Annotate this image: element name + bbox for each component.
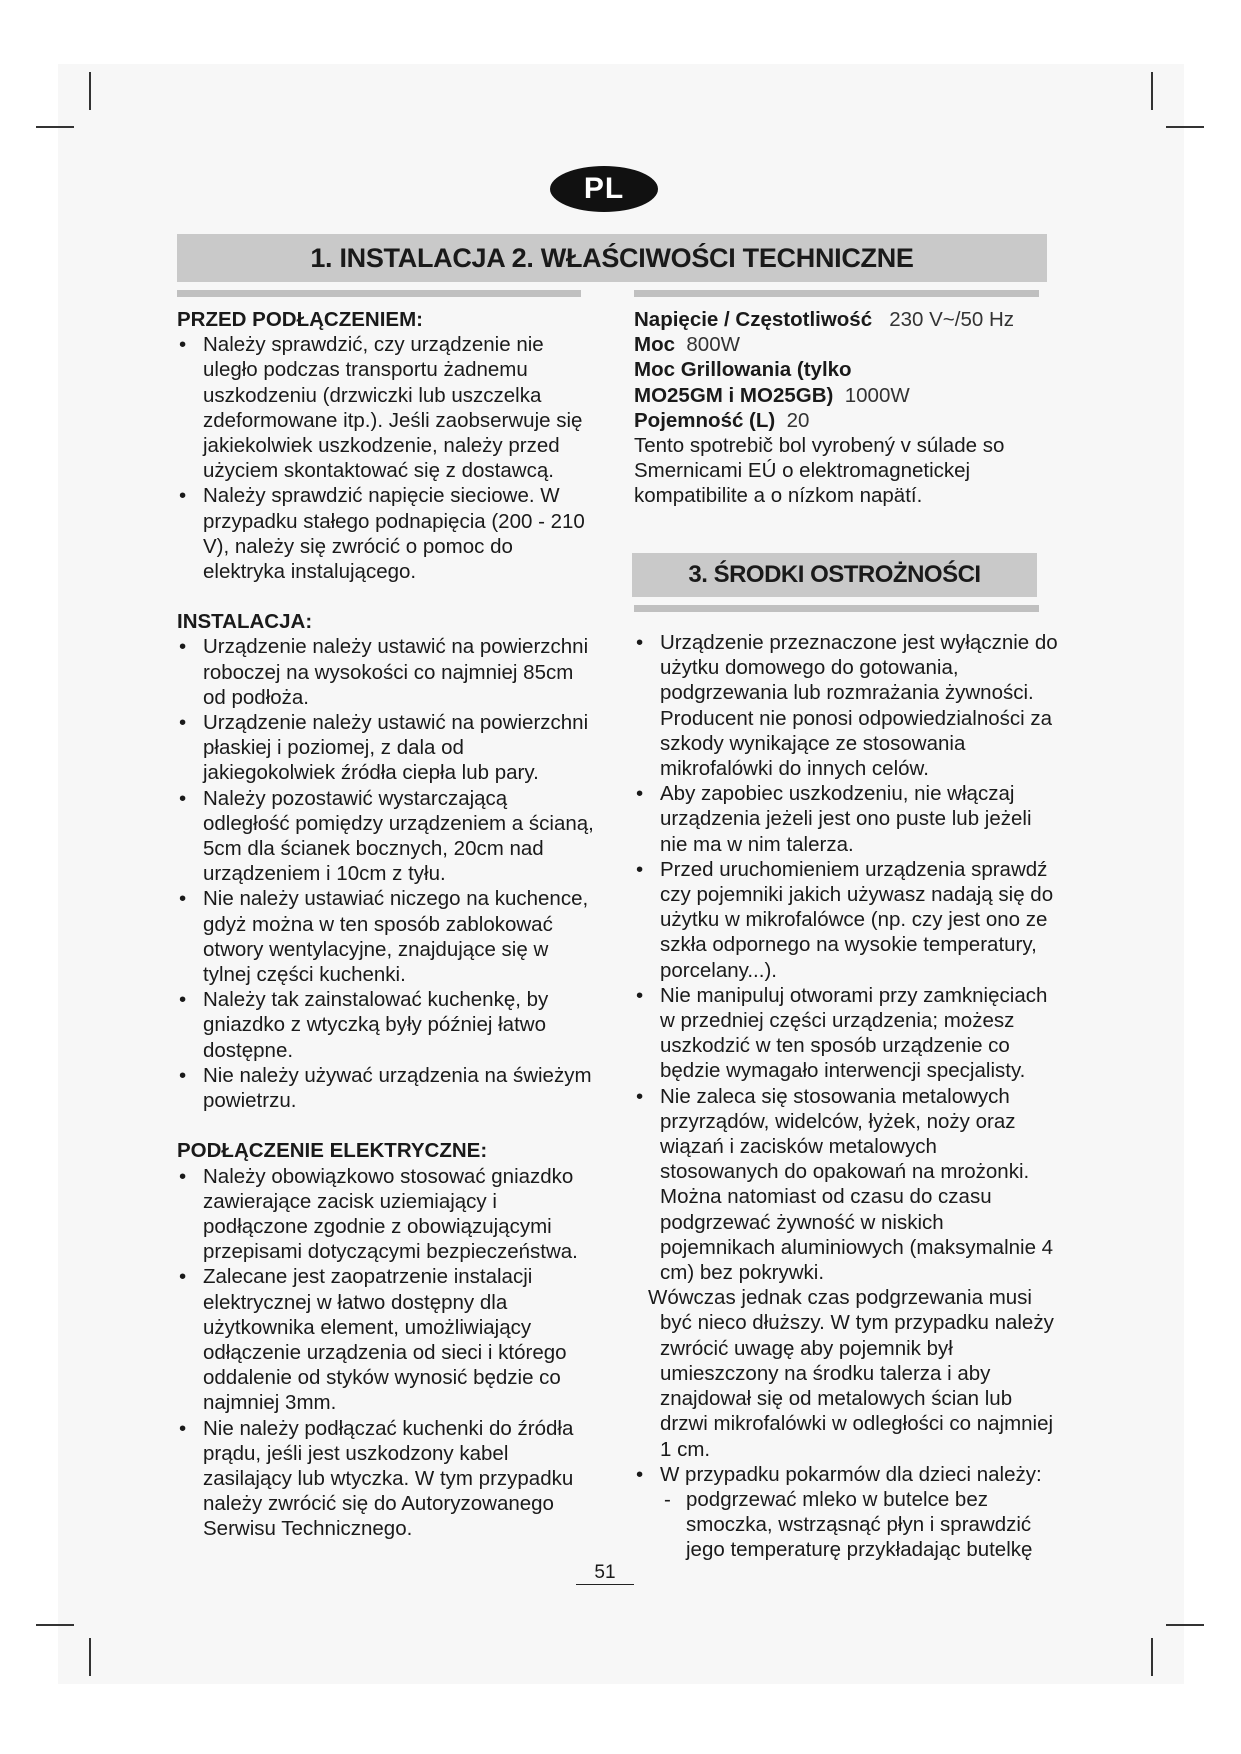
compliance-statement: Tento spotrebič bol vyrobený v súlade so Smernicami EÚ o elektromagnetickej kompatibilite a o nízkom napätí. [634, 434, 1005, 508]
spec-label: Pojemność (L) [634, 408, 776, 432]
spec-capacity [634, 408, 1059, 433]
language-code: PL [583, 172, 625, 205]
installation-heading: INSTALACJA: [177, 610, 313, 634]
safety-title-banner [632, 553, 1037, 597]
divider-rule [634, 605, 1039, 612]
crop-mark [36, 126, 74, 128]
list-item: • Należy tak zainstalować kuchenkę, by gniazdko z wtyczką były później łatwo dostępne. [177, 987, 597, 1063]
spec-label: MO25GM i MO25GB) [634, 383, 834, 407]
right-column [634, 307, 1059, 509]
divider-rule [177, 290, 581, 297]
crop-mark [1166, 126, 1204, 128]
list-item: • Nie należy używać urządzenia na świeżym powietrzu. [177, 1063, 597, 1113]
safety-note: Wówczas jednak czas podgrzewania musi być nieco dłuższy. W tym przypadku należy zwrócić uwagę aby pojemnik był umieszczony na środku talerza i aby znajdował się od metalowych ścian lub drzwi mikrofalówki w odległości co najmniej 1 cm. [648, 1286, 1054, 1461]
spec-value: 800W [686, 333, 740, 357]
spec-voltage [634, 307, 1059, 332]
electrical-connection-heading: PODŁĄCZENIE ELEKTRYCZNE: [177, 1139, 488, 1163]
list-item: • Aby zapobiec uszkodzeniu, nie włączaj urządzenia jeżeli jest ono puste lub jeżeli nie ma w nim talerza. [634, 781, 1059, 857]
list-item: • Należy sprawdzić napięcie sieciowe. W przypadku stałego podnapięcia (200 - 210 V), należy się zwrócić o pomoc do elektryka instalującego. [177, 483, 597, 584]
list-item: • Należy obowiązkowo stosować gniazdko zawierające zacisk uziemiający i podłączone zgodnie z obowiązującymi przepisami dotyczącymi bezpieczeństwa. [177, 1164, 597, 1265]
technical-specs [634, 307, 1059, 509]
installation-list [177, 634, 597, 1113]
spec-grill-cont [634, 383, 1059, 408]
list-item: • Należy pozostawić wystarczającą odległość pomiędzy urządzeniem a ścianą, 5cm dla ścianek bocznych, 20cm nad urządzeniem i 10cm z tyłu. [177, 786, 597, 887]
sub-list-item: - podgrzewać mleko w butelce bez smoczka, wstrząsnąć płyn i sprawdzić jego temperaturę przykładając butelkę [660, 1487, 1059, 1563]
spec-label: Moc Grillowania (tylko [634, 358, 852, 382]
safety-title: 3. ŚRODKI OSTROŻNOŚCI [688, 561, 981, 588]
spec-value: 230 V~/50 Hz [889, 308, 1014, 331]
list-item: • Nie należy ustawiać niczego na kuchence, gdyż można w ten sposób zablokować otwory wentylacyjne, znajdujące się w tylnej części kuchenki. [177, 886, 597, 987]
list-item: • Urządzenie należy ustawić na powierzchni płaskiej i poziomej, z dala od jakiegokolwiek źródła ciepła lub pary. [177, 710, 597, 786]
crop-mark [1151, 72, 1153, 110]
spec-label: Moc [634, 333, 675, 357]
baby-food-list [634, 1462, 1059, 1563]
list-item [634, 1462, 1059, 1563]
safety-list [634, 630, 1059, 1285]
before-connection-list [177, 332, 597, 584]
crop-mark [89, 72, 91, 110]
list-item: • Nie należy podłączać kuchenki do źródła prądu, jeśli jest uszkodzony kabel zasilający lub wtyczka. W tym przypadku należy zwrócić się do Autoryzowanego Serwisu Technicznego. [177, 1416, 597, 1542]
before-connection-heading: PRZED PODŁĄCZENIEM: [177, 308, 423, 331]
electrical-connection-list [177, 1164, 597, 1542]
spec-label: Napięcie / Częstotliwość [634, 308, 873, 331]
divider-rule [634, 290, 1039, 297]
list-item: • Nie manipuluj otworami przy zamknięciach w przedniej części urządzenia; możesz uszkodzić w ten sposób urządzenie co będzie wymagało interwencji specjalisty. [634, 983, 1059, 1084]
list-item: • Zalecane jest zaopatrzenie instalacji elektrycznej w łatwo dostępny dla użytkownika element, umożliwiający odłączenie urządzenia od sieci i którego oddalenie od styków wynosić będzie co najmniej 3mm. [177, 1264, 597, 1415]
list-item: • Nie zaleca się stosowania metalowych przyrządów, widelców, łyżek, noży oraz wiązań i zacisków metalowych stosowanych do opakowań na mrożonki. Można natomiast od czasu do czasu podgrzewać żywność w niskich pojemnikach aluminiowych (maksymalnie 4 cm) bez pokrywki. [634, 1084, 1059, 1286]
list-item: • Urządzenie należy ustawić na powierzchni roboczej na wysokości co najmniej 85cm od podłoża. [177, 634, 597, 710]
list-item: • Przed uruchomieniem urządzenia sprawdź czy pojemniki jakich używasz nadają się do użytku w mikrofalówce (np. czy jest ono ze szkła odpornego na wysokie temperatury, porcelany...). [634, 857, 1059, 983]
safety-section [634, 630, 1059, 1563]
baby-food-text: W przypadku pokarmów dla dzieci należy: [660, 1462, 1042, 1486]
spec-power [634, 332, 1059, 357]
baby-food-sublist [660, 1487, 1059, 1563]
crop-mark [89, 1638, 91, 1676]
left-column [177, 307, 597, 1542]
spec-grill [634, 357, 1059, 382]
list-item: • Urządzenie przeznaczone jest wyłącznie do użytku domowego do gotowania, podgrzewania lub rozmrażania żywności. Producent nie ponosi odpowiedzialności za szkody wynikające ze stosowania mikrofalówki do innych celów. [634, 630, 1059, 781]
spec-value: 20 [786, 408, 810, 432]
section-title: 1. INSTALACJA 2. WŁAŚCIWOŚCI TECHNICZNE [310, 242, 914, 273]
crop-mark [36, 1624, 74, 1626]
language-badge [550, 166, 658, 212]
list-item: • Należy sprawdzić, czy urządzenie nie uległo podczas transportu żadnemu uszkodzeniu (drzwiczki lub uszczelka zdeformowane itp.). Jeśli zaobserwuje się jakiekolwiek uszkodzenie, należy przed użyciem skontaktować się z dostawcą. [177, 332, 597, 483]
section-title-banner [177, 234, 1047, 282]
spec-value: 1000W [844, 383, 910, 407]
crop-mark [1166, 1624, 1204, 1626]
page-number: 51 [576, 1562, 634, 1585]
crop-mark [1151, 1638, 1153, 1676]
